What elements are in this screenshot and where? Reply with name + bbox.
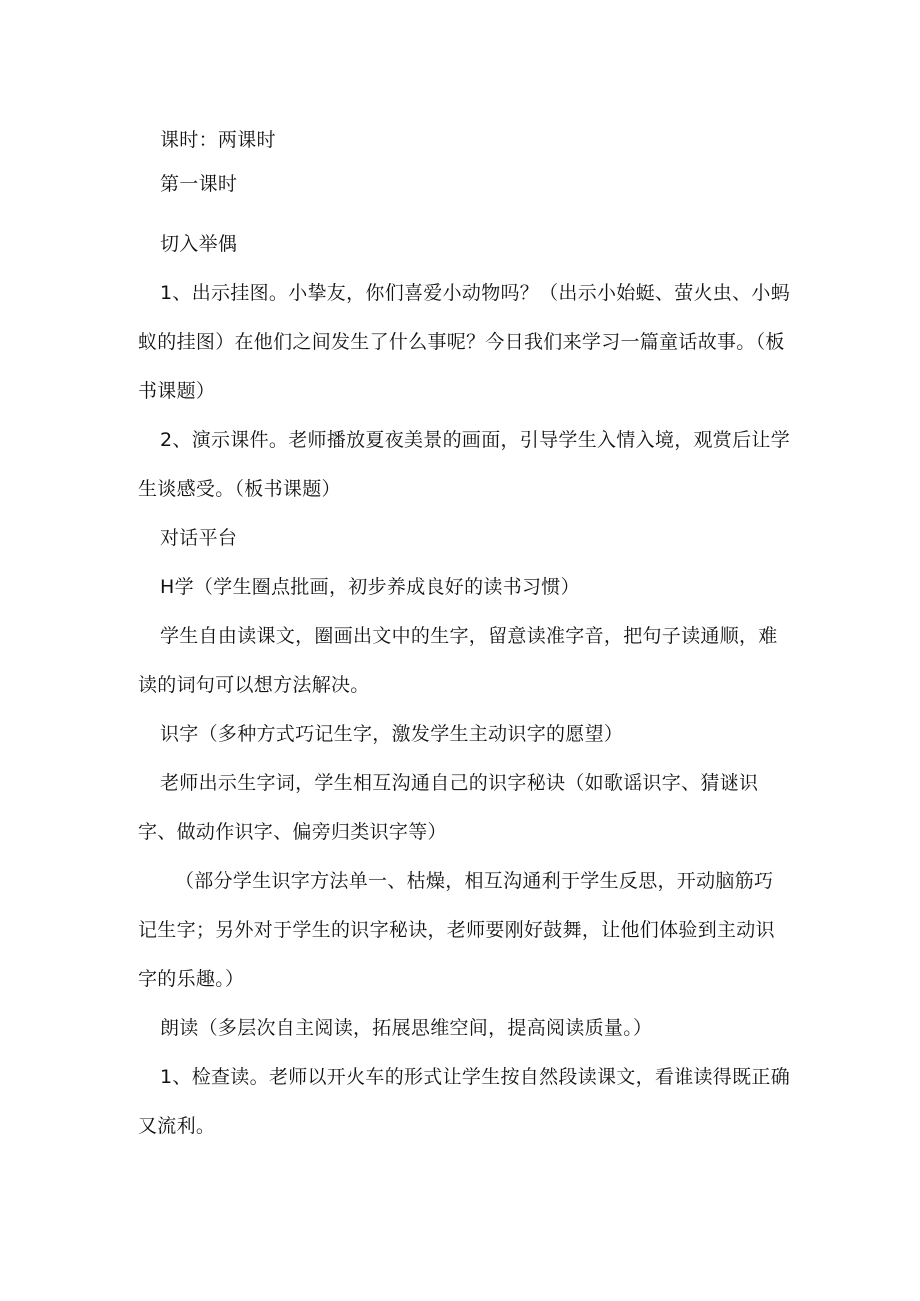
paragraph-step-1: 1、出示挂图。小挚友，你们喜爱小动物吗？（出示小始蜓、萤火虫、小蚂蚁的挂图）在他们之间发生了什么事呢？今日我们来学习一篇童话故事。（板书课题） — [138, 282, 790, 402]
subheading-reading: 朗读（多层次自主阅读，拓展思维空间，提高阅读质量。） — [160, 1017, 653, 1039]
paragraph-literacy-note: （部分学生识字方法单一、枯燥，相互沟通利于学生反思，开动脑筋巧记生字；另外对于学生的识字秘诀，老师要刚好鼓舞，让他们体验到主动识字的乐趣。） — [138, 870, 775, 990]
lesson-heading: 第一课时 — [160, 173, 238, 195]
paragraph-literacy-methods: 老师出示生字词，学生相互沟通自己的识字秘诀（如歌谣识字、猜谜识字、做动作识字、偏旁归类识字等） — [138, 772, 759, 843]
lesson-duration: 课时：两课时 — [160, 129, 276, 151]
section-heading-dialogue: 对话平台 — [160, 527, 238, 549]
paragraph-self-reading: 学生自由读课文，圈画出文中的生字，留意读准字音，把句子读通顺，难读的词句可以想方法解决。 — [138, 625, 778, 696]
section-heading-intro: 切入举偶 — [160, 233, 238, 255]
paragraph-step-2: 2、演示课件。老师播放夏夜美景的画面，引导学生入情入境，观赏后让学生谈感受。（板书课题） — [138, 429, 790, 500]
document-body — [138, 118, 790, 1151]
paragraph-check-reading: 1、检查读。老师以开火车的形式让学生按自然段读课文，看谁读得既正确又流利。 — [138, 1066, 790, 1137]
subheading-study: H学（学生圈点批画，初步养成良好的读书习惯） — [160, 576, 580, 598]
subheading-literacy: 识字（多种方式巧记生字，激发学生主动识字的愿望） — [160, 723, 624, 745]
